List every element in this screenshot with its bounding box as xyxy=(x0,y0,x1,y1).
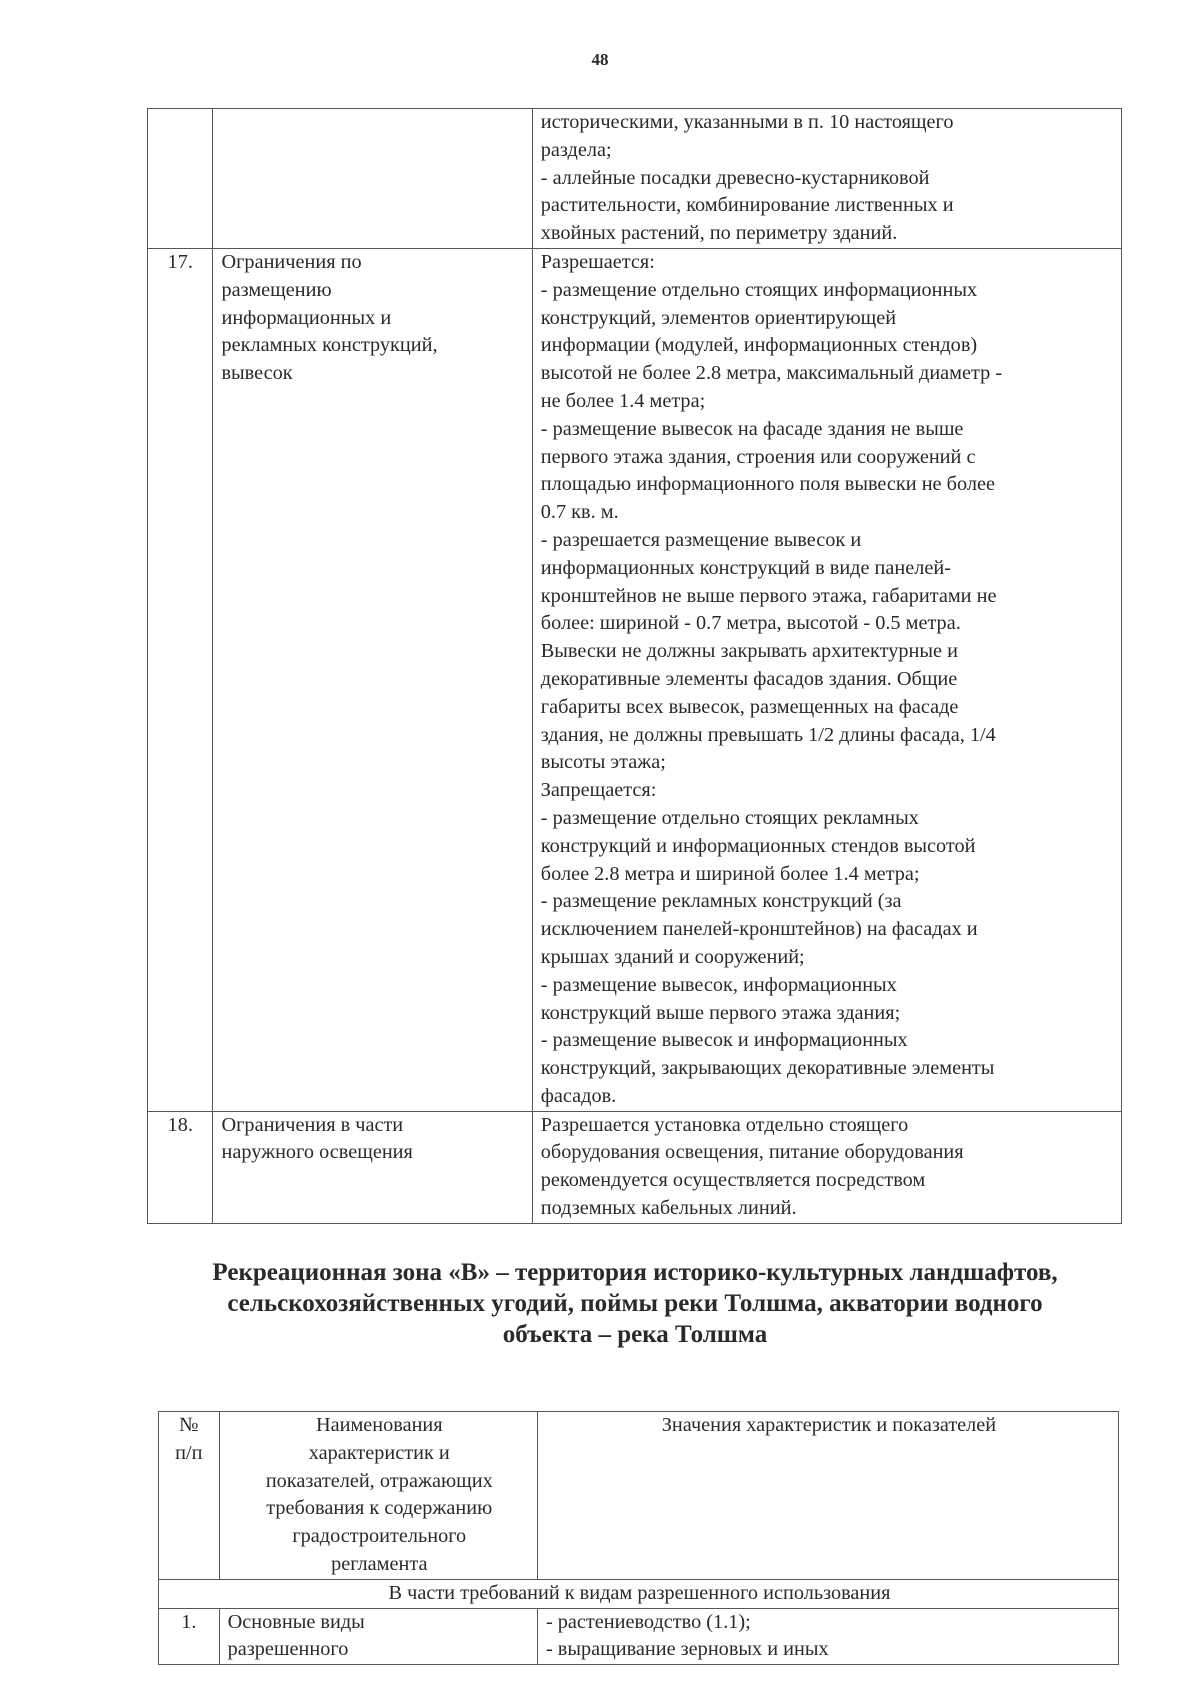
value-line: - растениеводство (1.1); xyxy=(545,1610,751,1633)
value-line: - размещение вывесок и информационных xyxy=(540,1029,908,1052)
value-line: - размещение рекламных конструкций (за xyxy=(540,890,902,913)
row-value-cell xyxy=(532,1111,1121,1223)
name-line: разрешенного xyxy=(227,1638,349,1661)
value-line: первого этажа здания, строения или сооружений с xyxy=(540,445,976,468)
row-number-cell xyxy=(148,109,213,249)
row-number-cell: 17. xyxy=(148,248,213,1111)
value-line: здания, не должны превышать 1/2 длины фасада, 1/4 xyxy=(540,723,996,746)
value-line: не более 1.4 метра; xyxy=(540,389,706,412)
table-row xyxy=(148,1111,1122,1223)
value-line: габариты всех вывесок, размещенных на фасаде xyxy=(540,695,959,718)
requirements-table-continued xyxy=(147,108,1122,1224)
value-line: подземных кабельных линий. xyxy=(540,1197,797,1220)
value-line: более 2.8 метра и шириной более 1.4 метра; xyxy=(540,862,920,885)
name-line: вывесок xyxy=(221,362,293,385)
value-line: Запрещается: xyxy=(540,779,657,802)
value-line: 0.7 кв. м. xyxy=(540,501,619,524)
header-line: характеристик и xyxy=(308,1441,450,1464)
value-line: более: шириной - 0.7 метра, высотой - 0.5 метра. xyxy=(540,612,961,635)
name-line: информационных и xyxy=(221,306,392,329)
value-line: конструкций и информационных стендов высотой xyxy=(540,834,976,857)
value-line: высотой не более 2.8 метра, максимальный диаметр - xyxy=(540,362,1003,385)
zone-title-line: объекта – река Толшма xyxy=(502,1321,768,1348)
value-line: растительности, комбинирование лиственных и xyxy=(540,194,954,217)
header-value-cell xyxy=(537,1412,1118,1580)
row-value-cell xyxy=(532,248,1121,1111)
value-line: площадью информационного поля вывески не более xyxy=(540,473,995,496)
name-line: наружного освещения xyxy=(221,1141,413,1164)
value-line: фасадов. xyxy=(540,1084,617,1107)
header-line: градостроительного xyxy=(292,1525,467,1548)
value-line: Разрешается установка отдельно стоящего xyxy=(540,1113,909,1136)
value-line: информационных конструкций в виде панелей- xyxy=(540,556,951,579)
header-name-cell xyxy=(219,1412,537,1580)
value-line: крышах зданий и сооружений; xyxy=(540,945,805,968)
value-line: рекомендуется осуществляется посредством xyxy=(540,1169,926,1192)
zone-title xyxy=(140,1257,1130,1350)
header-line: требования к содержанию xyxy=(266,1497,493,1520)
page-number: 48 xyxy=(591,50,609,69)
table-row xyxy=(148,109,1122,249)
value-line: декоративные элементы фасадов здания. Общие xyxy=(540,667,958,690)
row-name-cell xyxy=(219,1608,537,1665)
header-line: показателей, отражающих xyxy=(265,1469,493,1492)
header-line: п/п xyxy=(175,1441,203,1464)
value-line: - размещение вывесок, информационных xyxy=(540,973,897,996)
row-value-cell xyxy=(537,1608,1118,1665)
value-line: - размещение вывесок на фасаде здания не выше xyxy=(540,417,964,440)
section-cell: В части требований к видам разрешенного использования xyxy=(159,1579,1119,1608)
value-line: - аллейные посадки древесно-кустарниковой xyxy=(540,166,930,189)
value-line: оборудования освещения, питание оборудования xyxy=(540,1141,964,1164)
zone-requirements-table xyxy=(158,1411,1119,1665)
value-line: хвойных растений, по периметру зданий. xyxy=(540,222,898,245)
header-line: регламента xyxy=(331,1552,428,1575)
header-number-cell xyxy=(159,1412,220,1580)
row-name-cell xyxy=(213,109,532,249)
row-name-cell xyxy=(213,248,532,1111)
row-number-cell: 18. xyxy=(148,1111,213,1223)
value-line: Разрешается: xyxy=(540,250,655,273)
table-header-row xyxy=(159,1412,1119,1580)
row-value-cell xyxy=(532,109,1121,249)
section-row xyxy=(159,1579,1119,1608)
row-number-cell: 1. xyxy=(159,1608,220,1665)
value-line: конструкций выше первого этажа здания; xyxy=(540,1001,901,1024)
header-line: Значения характеристик и показателей xyxy=(661,1414,997,1436)
value-line: - размещение отдельно стоящих рекламных xyxy=(540,806,919,829)
name-line: Ограничения по xyxy=(221,250,362,273)
header-line: Наименования xyxy=(315,1414,443,1436)
value-line: высоты этажа; xyxy=(540,751,666,774)
value-line: конструкций, закрывающих декоративные элементы xyxy=(540,1057,995,1080)
name-line: размещению xyxy=(221,278,332,301)
zone-title-line: Рекреационная зона «В» – территория историко-культурных ландшафтов, xyxy=(212,1259,1058,1286)
header-line: № xyxy=(179,1414,199,1436)
zone-title-line: сельскохозяйственных угодий, поймы реки Толшма, акватории водного xyxy=(227,1290,1043,1317)
row-name-cell xyxy=(213,1111,532,1223)
name-line: Ограничения в части xyxy=(221,1113,404,1136)
value-line: - размещение отдельно стоящих информационных xyxy=(540,278,978,301)
value-line: раздела; xyxy=(540,138,612,161)
name-line: Основные виды xyxy=(227,1610,365,1633)
value-line: конструкций, элементов ориентирующей xyxy=(540,306,897,329)
table-row xyxy=(148,248,1122,1111)
value-line: историческими, указанными в п. 10 настоящего xyxy=(540,111,954,133)
value-line: информации (модулей, информационных стендов) xyxy=(540,334,978,357)
value-line: Вывески не должны закрывать архитектурные и xyxy=(540,640,958,663)
value-line: кронштейнов не выше первого этажа, габаритами не xyxy=(540,584,997,607)
value-line: - разрешается размещение вывесок и xyxy=(540,528,862,551)
name-line: рекламных конструкций, xyxy=(221,334,438,357)
value-line: исключением панелей-кронштейнов) на фасадах и xyxy=(540,918,978,941)
table-row xyxy=(159,1608,1119,1665)
value-line: - выращивание зерновых и иных xyxy=(545,1638,829,1661)
